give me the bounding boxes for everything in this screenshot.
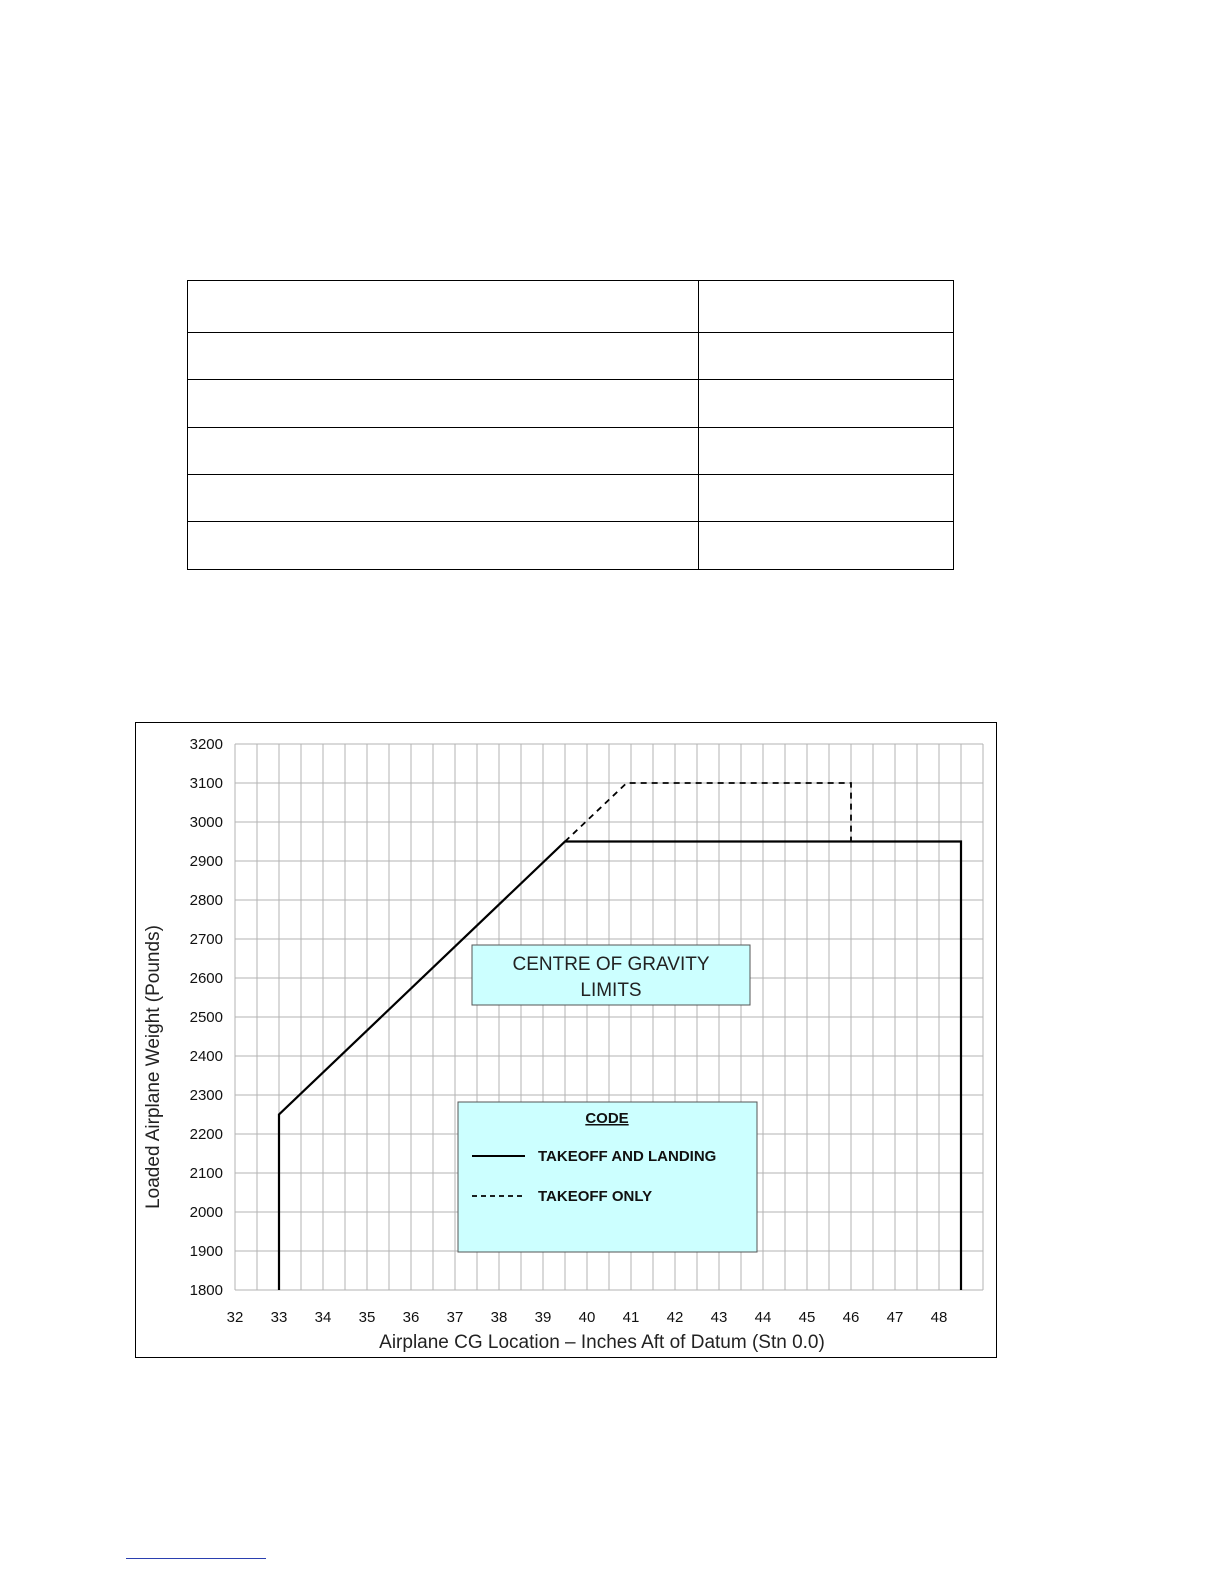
table-cell bbox=[699, 332, 954, 379]
x-tick-label: 40 bbox=[578, 1309, 596, 1326]
x-tick-label: 35 bbox=[358, 1309, 376, 1326]
table-cell bbox=[188, 281, 699, 333]
x-tick-label: 42 bbox=[666, 1309, 684, 1326]
y-tick-label: 2200 bbox=[189, 1126, 223, 1143]
y-tick-label: 2800 bbox=[189, 892, 223, 909]
table-cell bbox=[699, 474, 954, 521]
y-tick-label: 2100 bbox=[189, 1165, 223, 1182]
y-tick-label: 2700 bbox=[189, 931, 223, 948]
y-tick-label: 2000 bbox=[189, 1204, 223, 1221]
y-tick-label: 1800 bbox=[189, 1282, 223, 1299]
y-tick-label: 2400 bbox=[189, 1048, 223, 1065]
x-tick-label: 47 bbox=[886, 1309, 904, 1326]
series-line-takeoff-only bbox=[565, 783, 851, 842]
legend-label: TAKEOFF AND LANDING bbox=[538, 1148, 717, 1165]
x-tick-label: 36 bbox=[402, 1309, 420, 1326]
x-tick-label: 46 bbox=[842, 1309, 860, 1326]
y-tick-label: 2900 bbox=[189, 853, 223, 870]
table-row bbox=[188, 522, 954, 570]
x-tick-label: 32 bbox=[226, 1309, 244, 1326]
legend-label: TAKEOFF ONLY bbox=[538, 1188, 653, 1205]
y-tick-label: 3000 bbox=[189, 814, 223, 831]
table-cell bbox=[699, 427, 954, 474]
y-tick-label: 3100 bbox=[189, 775, 223, 792]
y-tick-label: 2300 bbox=[189, 1087, 223, 1104]
table-cell bbox=[188, 332, 699, 379]
y-axis-label: Loaded Airplane Weight (Pounds) bbox=[143, 925, 164, 1209]
x-tick-label: 38 bbox=[490, 1309, 508, 1326]
empty-table bbox=[187, 280, 954, 570]
x-tick-label: 33 bbox=[270, 1309, 288, 1326]
x-tick-label: 45 bbox=[798, 1309, 816, 1326]
legend bbox=[458, 1102, 757, 1252]
table-row bbox=[188, 281, 954, 333]
table-cell bbox=[699, 281, 954, 333]
annotations bbox=[472, 945, 750, 1005]
table-cell bbox=[188, 380, 699, 427]
y-tick-label: 1900 bbox=[189, 1243, 223, 1260]
table-cell bbox=[188, 522, 699, 570]
legend-title: CODE bbox=[585, 1110, 629, 1127]
annotation-text: CENTRE OF GRAVITY bbox=[512, 954, 710, 975]
x-axis-label: Airplane CG Location – Inches Aft of Datum (Stn 0.0) bbox=[379, 1332, 825, 1353]
x-tick-label: 43 bbox=[710, 1309, 728, 1326]
table-row bbox=[188, 427, 954, 474]
table-row bbox=[188, 332, 954, 379]
table-cell bbox=[188, 427, 699, 474]
x-tick-label: 41 bbox=[622, 1309, 640, 1326]
table-cell bbox=[699, 522, 954, 570]
table-row bbox=[188, 380, 954, 427]
footnote-divider bbox=[126, 1558, 266, 1559]
y-tick-label: 2500 bbox=[189, 1009, 223, 1026]
table-cell bbox=[699, 380, 954, 427]
x-tick-label: 34 bbox=[314, 1309, 332, 1326]
y-tick-label: 3200 bbox=[189, 736, 223, 753]
x-tick-label: 48 bbox=[930, 1309, 948, 1326]
table-row bbox=[188, 474, 954, 521]
table-cell bbox=[188, 474, 699, 521]
x-tick-label: 39 bbox=[534, 1309, 552, 1326]
x-tick-label: 44 bbox=[754, 1309, 772, 1326]
cg-limits-chart bbox=[135, 722, 997, 1358]
y-tick-label: 2600 bbox=[189, 970, 223, 987]
annotation-text: LIMITS bbox=[580, 980, 642, 1001]
x-tick-label: 37 bbox=[446, 1309, 464, 1326]
